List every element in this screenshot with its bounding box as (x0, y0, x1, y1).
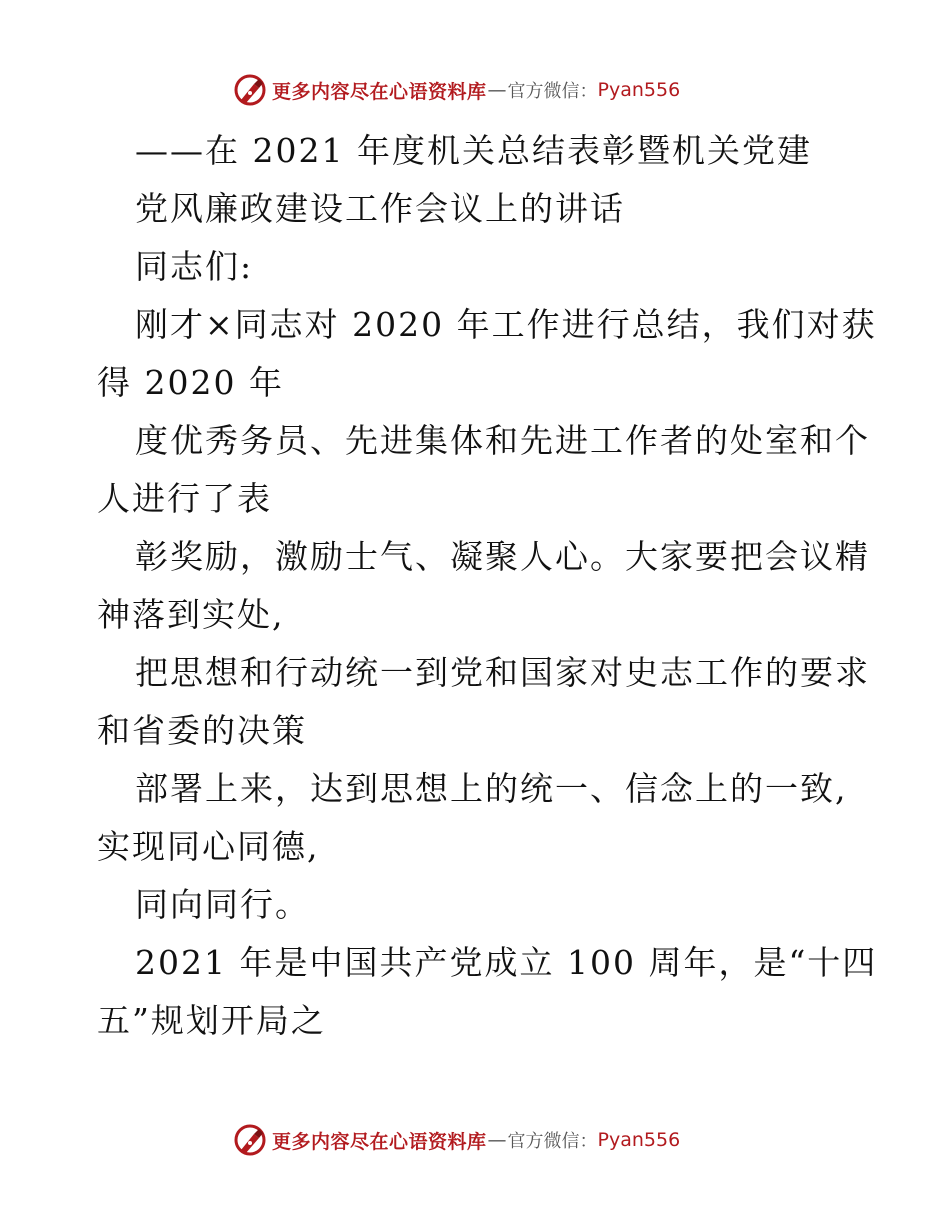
banner-wechat-label: 官方微信： (507, 1131, 598, 1152)
pen-logo-icon (232, 1122, 268, 1158)
paragraph-line: 把思想和行动统一到党和国家对史志工作的要求 (135, 653, 870, 692)
speech-subtitle-line-2: 党风廉政建设工作会议上的讲话 (135, 189, 625, 228)
paragraph-line: 人进行了表 (97, 479, 272, 518)
paragraph-line: 度优秀务员、先进集体和先进工作者的处室和个 (135, 421, 870, 460)
paragraph-line: 同向同行。 (135, 885, 310, 924)
banner-wechat-label: 官方微信： (507, 81, 598, 102)
paragraph-line: 实现同心同德, (97, 827, 320, 866)
banner-main-text: 更多内容尽在心语资料库 (272, 1130, 487, 1153)
document-body (97, 122, 878, 1050)
paragraph-line: 刚才×同志对 2020 年工作进行总结，我们对获 (135, 305, 877, 344)
paragraph-line: 2021 年是中国共产党成立 100 周年，是“十四 (135, 943, 878, 982)
paragraph-line: 和省委的决策 (97, 711, 307, 750)
footer-banner (232, 1120, 680, 1160)
banner-dash: — (487, 1129, 507, 1151)
paragraph-line: 彰奖励，激励士气、凝聚人心。大家要把会议精 (135, 537, 870, 576)
paragraph-line: 部署上来，达到思想上的统一、信念上的一致, (135, 769, 848, 808)
banner-dash: — (487, 79, 507, 101)
paragraph-line: 五”规划开局之 (97, 1001, 326, 1040)
banner-main-text: 更多内容尽在心语资料库 (272, 80, 487, 103)
pen-logo-icon (232, 72, 268, 108)
banner-wechat-id: Pyan556 (597, 1129, 681, 1151)
banner-wechat-id: Pyan556 (597, 79, 681, 101)
speech-subtitle-line-1: ——在 2021 年度机关总结表彰暨机关党建 (135, 131, 812, 170)
paragraph-line: 得 2020 年 (97, 363, 284, 402)
salutation: 同志们: (135, 247, 254, 286)
paragraph-line: 神落到实处, (97, 595, 285, 634)
header-banner (232, 70, 680, 110)
